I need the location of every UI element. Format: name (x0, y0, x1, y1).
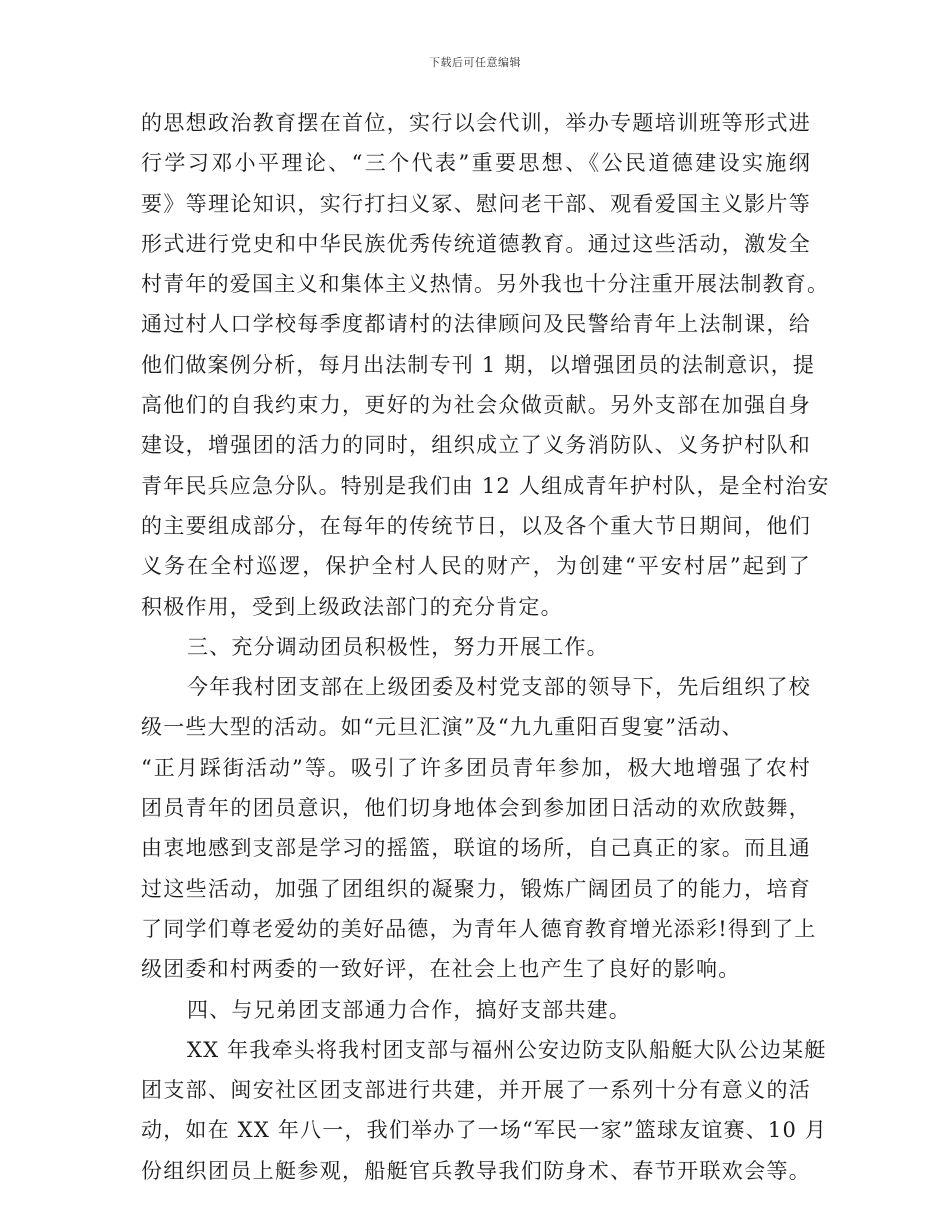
body-text (141, 103, 830, 1191)
text-line: 村青年的爱国主义和集体主义热情。另外我也十分注重开展法制教育。 (141, 272, 830, 297)
text-line: 要》等理论知识，实行打扫义冢、慰问老干部、观看爱国主义影片等 (141, 191, 811, 216)
text-line: 积极作用，受到上级政法部门的充分肯定。 (141, 594, 563, 619)
text-line: 由衷地感到支部是学习的摇篮，联谊的场所，自己真正的家。而且通 (141, 836, 811, 861)
text-line: 了同学们尊老爱幼的美好品德，为青年人德育教育增光添彩!得到了上 (141, 916, 817, 941)
page-header: 下载后可任意编辑 (429, 56, 521, 69)
text-line: 青年民兵应急分队。特别是我们由 12 人组成青年护村队，是全村治安 (141, 473, 830, 498)
text-line: 通过村人口学校每季度都请村的法律顾问及民警给青年上法制课，给 (141, 312, 811, 337)
text-line: 高他们的自我约束力，更好的为社会众做贡献。另外支部在加强自身 (141, 393, 811, 418)
text-line: “正月踩街活动”等。吸引了许多团员青年参加，极大地增强了农村 (141, 755, 811, 780)
text-line: 动，如在 XX 年八一，我们举办了一场“军民一家”篮球友谊赛、10 月 (141, 1118, 828, 1143)
text-line: 他们做案例分析，每月出法制专刊 1 期，以增强团员的法制意识，提 (141, 352, 816, 377)
text-line: 义务在全村巡逻，保护全村人民的财产，为创建“平安村居”起到了 (141, 554, 811, 579)
text-line: 份组织团员上艇参观，船艇官兵教导我们防身术、春节开联欢会等。 (141, 1158, 811, 1183)
text-line: 行学习邓小平理论、“三个代表”重要思想、《公民道德建设实施纲 (141, 151, 811, 176)
text-line: 团员青年的团员意识，他们切身地体会到参加团日活动的欢欣鼓舞， (141, 796, 811, 821)
text-line: 的思想政治教育摆在首位，实行以会代训，举办专题培训班等形式进 (141, 111, 811, 135)
text-line: 今年我村团支部在上级团委及村党支部的领导下，先后组织了校 (187, 675, 811, 700)
text-line: 四、与兄弟团支部通力合作，搞好支部共建。 (187, 997, 631, 1022)
text-line: XX 年我牵头将我村团支部与福州公安边防支队船艇大队公边某艇 (187, 1037, 827, 1062)
text-line: 级团委和村两委的一致好评，在社会上也产生了良好的影响。 (141, 957, 741, 982)
text-line: 三、充分调动团员积极性，努力开展工作。 (187, 634, 609, 659)
text-line: 过这些活动，加强了团组织的凝聚力，锻炼广阔团员了的能力，培育 (141, 876, 811, 901)
text-line: 形式进行党史和中华民族优秀传统道德教育。通过这些活动，激发全 (141, 231, 811, 256)
text-line: 团支部、闽安社区团支部进行共建，并开展了一系列十分有意义的活 (141, 1078, 811, 1103)
text-line: 建设，增强团的活力的同时，组织成立了义务消防队、义务护村队和 (141, 433, 811, 458)
text-line: 的主要组成部分，在每年的传统节日，以及各个重大节日期间，他们 (141, 513, 811, 538)
text-line: 级一些大型的活动。如“元旦汇演”及“九九重阳百叟宴”活动、 (141, 715, 744, 740)
